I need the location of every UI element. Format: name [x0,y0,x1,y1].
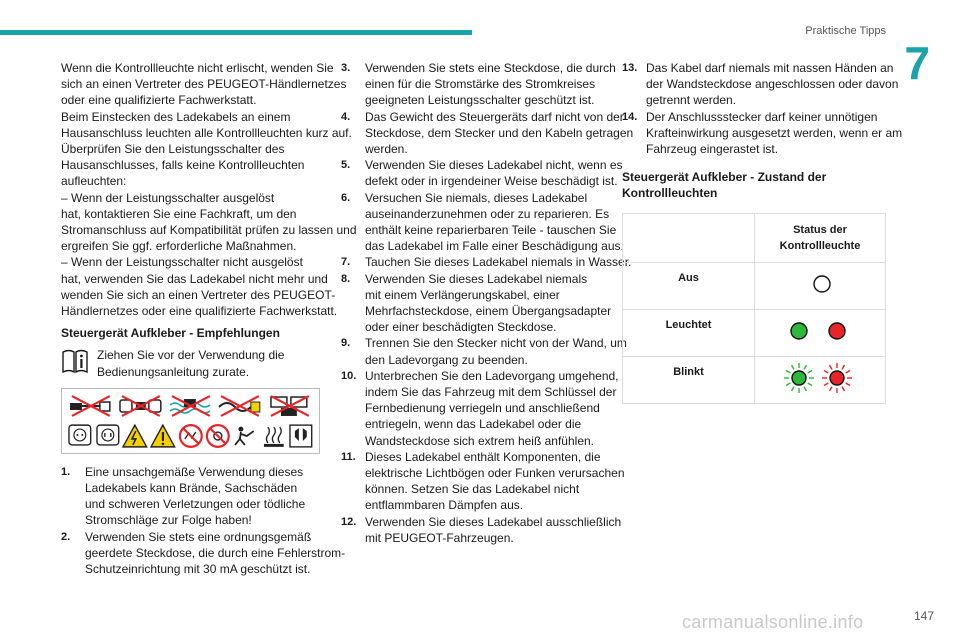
list-item [341,157,623,189]
list-item-number: 3. [341,62,351,74]
list-item-line: Krafteinwirkung ausgesetzt werden, wenn er am [646,125,903,140]
list-item-text [365,271,611,336]
intro-line: oder eine qualifizierte Fachwerkstatt. [61,93,257,108]
list-item-number: 7. [341,256,351,269]
protected-socket-icon [94,423,122,449]
intro-line: sich an einen Vertreter des PEUGEOT-Händlernetzes [61,77,347,92]
list-item-line: Mehrfachsteckdose, einem Übergangsadapter [365,304,612,319]
intro-line: Beim Einstecken des Ladekabels an einem [61,109,291,124]
indicator-lamp-on [829,323,845,339]
list-item-text [646,60,898,109]
no-unplug-wall-icon [232,423,260,449]
list-item [622,109,903,158]
list-item-text [365,190,624,255]
list-item-line: mit PEUGEOT-Fahrzeugen. [365,530,514,545]
list-item [622,60,899,109]
intro-line: aufleuchten: [61,174,127,189]
vehicle-only-icon [287,423,315,449]
table-row [623,263,886,310]
table-body [623,263,886,404]
list-item-line: Verwenden Sie dieses Ladekabel niemals [365,271,588,286]
lamp-graphic [775,314,865,348]
intro-line: hat, kontaktieren Sie eine Fachkraft, um den [61,206,297,221]
list-item-line: Verwenden Sie dieses Ladekabel ausschließlich [365,514,622,529]
list-item-line: Verwenden Sie stets eine Steckdose, die durch [365,61,616,75]
page-number: 147 [913,609,934,623]
intro-line: Hausanschluss leuchten alle Kontrollleuchten kurz auf. [61,125,352,140]
table-corner-cell [623,214,755,263]
no-pull-cable-icon [215,393,265,419]
list-item-line: Schutzeinrichtung mit 30 mA geschützt ist. [85,562,311,577]
watermark: carmanualsonline.info [682,612,864,632]
list-item-text [646,109,902,158]
list-item-line: der Wandsteckdose angeschlossen oder davon [646,77,899,92]
list-item-line: Trennen Sie den Stecker nicht von der Wand, um [365,336,627,351]
list-item-line: Unterbrechen Sie den Ladevorgang umgehend, [365,368,619,383]
note-line: Ziehen Sie vor der Verwendung die [97,348,285,363]
intro-line: – Wenn der Leistungsschalter nicht ausgelöst [61,255,303,270]
pictogram-row-1 [66,392,315,420]
list-item-text [85,529,345,578]
list-item [341,190,624,255]
recommendations-list-3 [622,60,903,157]
read-manual-icon [149,423,177,449]
intro-line: ergreifen Sie ggf. erforderliche Maßnahmen. [61,239,297,254]
list-item-text [365,109,633,158]
state-label: Leuchtet [623,310,755,357]
list-item-line: Das Kabel darf niemals mit nassen Händen an [646,61,894,75]
list-item-text [365,514,621,546]
list-item-text [365,157,623,189]
list-item-line: Der Anschlussstecker darf keiner unnötigen [646,109,878,124]
list-item-line: Eine unsachgemäße Verwendung dieses [85,464,304,479]
list-item [341,254,632,270]
list-item-text [365,60,616,109]
list-item-line: geerdete Steckdose, die durch eine Fehlerstrom- [85,545,346,560]
list-item [341,60,616,109]
intro-line: Hausanschlusses, falls keine Kontrollleuchten [61,158,305,173]
no-extension-cable-icon [66,393,116,419]
note-line: Bedienungsanleitung zurate. [97,364,250,379]
info-book-icon [61,348,89,374]
list-item-line: werden. [365,142,408,157]
intro-line: Stromanschluss auf Kompatibilität prüfen zu lassen und [61,223,357,238]
list-item-line: indem Sie das Fahrzeug mit dem Schlüssel der [365,385,617,400]
list-item-line: Versuchen Sie niemals, dieses Ladekabel [365,190,588,205]
intro-line: – Wenn der Leistungsschalter ausgelöst [61,190,275,205]
lamp-graphic [775,267,865,301]
list-item-number: 11. [341,450,356,463]
manual-note-text [97,347,284,379]
state-label: Aus [623,263,755,310]
list-item [61,464,325,529]
list-item-line: getrennt werden. [646,93,737,108]
state-label: Blinkt [623,357,755,404]
list-item [341,335,627,367]
list-item-line: Verwenden Sie dieses Ladekabel nicht, wenn es [365,158,623,173]
lamp-cell [755,357,886,404]
list-item-number: 5. [341,159,351,172]
list-item-line: Wandsteckdose sich extrem heiß anfühlen. [365,433,595,448]
lamp-graphic [775,361,865,395]
intro-line: Wenn die Kontrollleuchte nicht erlischt, wenden Sie [61,61,334,75]
list-item [341,368,619,449]
list-item-number: 12. [341,515,357,528]
table-row [623,357,886,404]
list-item-text [365,335,627,367]
list-item-number: 1. [61,465,71,478]
list-item [341,514,622,546]
list-item-line: den Ladevorgang zu beenden. [365,352,528,367]
list-item-number: 14. [622,110,638,123]
list-item-line: das Ladekabel im Falle einer Beschädigung aus. [365,239,624,254]
list-item-line: enthält keine reparierbaren Teile - tauschen Sie [365,223,617,238]
no-adapter-icon [265,393,315,419]
lamp-cell [755,263,886,310]
list-item-line: Tauchen Sie dieses Ladekabel niemals in Wasser. [365,255,632,270]
list-item-number: 13. [622,62,638,74]
no-disassembly-icon [204,423,232,449]
list-item-line: entflammbaren Dämpfen aus. [365,498,524,513]
no-water-immersion-icon [166,393,216,419]
list-item-line: Fernbedienung verriegeln und anschließend [365,401,600,416]
electric-hazard-icon [121,423,149,449]
list-item-line: Ladekabels kann Brände, Sachschäden [85,481,298,496]
recommendations-list-1 [61,464,346,577]
section-title: Praktische Tipps [805,25,886,37]
intro-paragraph [61,60,357,319]
list-item-number: 8. [341,272,351,285]
list-item-line: mit einem Verlängerungskabel, einer [365,287,560,302]
list-item-number: 4. [341,110,351,123]
list-item-line: defekt oder in irgendeiner Weise beschädigt ist. [365,174,618,189]
manual-note [61,347,325,379]
heading-line: Steuergerät Aufkleber - Zustand der [622,170,827,185]
table-header-row [623,214,886,263]
list-item-line: können. Setzen Sie das Ladekabel nicht [365,482,580,497]
list-item [341,271,612,336]
intro-line: Überprüfen Sie den Leistungsschalter des [61,142,285,157]
list-item-line: geeigneten Leistungsschalter geschützt ist. [365,93,595,108]
safety-pictograms [61,388,320,454]
list-item-line: Das Gewicht des Steuergeräts darf nicht von der [365,109,624,124]
list-item-line: einen für die Stromstärke des Stromkreises [365,77,596,92]
recommendations-heading: Steuergerät Aufkleber - Empfehlungen [61,326,280,341]
list-item-text [85,464,325,529]
list-item-line: elektrische Lichtbögen oder Funken verursachen [365,466,625,481]
chapter-number: 7 [904,37,930,89]
list-item-line: entriegeln, wenn das Ladekabel oder die [365,417,582,432]
header-accent-bar [0,30,472,35]
list-item-line: und schweren Verletzungen oder tödliche [85,497,306,512]
header-line: Kontrollleuchte [779,240,861,253]
header-line: Status der [793,224,847,237]
list-item [61,529,346,578]
list-item-number: 9. [341,337,351,350]
table-row [623,310,886,357]
indicator-lamp-blink [822,363,852,393]
column-right [622,60,903,404]
indicator-lamp-blink [784,363,814,393]
list-item-line: Verwenden Sie stets eine ordnungsgemäß [85,529,312,544]
list-item-line: auseinanderzunehmen oder zu reparieren. Es [365,206,610,221]
list-item-line: oder einer beschädigten Steckdose. [365,320,557,335]
list-item-text [365,368,619,449]
heat-icon [260,423,288,449]
list-item-number: 2. [61,530,71,543]
indicator-lamp-on [791,323,807,339]
list-item-line: Steckdose, dem Stecker und den Kabeln getragen [365,125,634,140]
list-item-text [365,254,631,270]
indicator-status-table [622,213,886,404]
no-damaged-cable-icon [177,423,205,449]
list-item-text [365,449,625,514]
intro-line: wenden Sie sich an einen Vertreter des PEUGEOT- [61,287,336,302]
list-item-line: Dieses Ladekabel enthält Komponenten, die [365,449,601,464]
earthed-socket-icon [66,423,94,449]
list-item-line: Fahrzeug eingerastet ist. [646,142,779,157]
no-multi-adapter-icon [116,393,166,419]
intro-line: hat, verwenden Sie das Ladekabel nicht mehr und [61,271,328,286]
status-column-header [755,214,886,263]
list-item-line: Stromschläge zur Folge haben! [85,513,252,528]
heading-line: Kontrollleuchten [622,186,718,201]
pictogram-row-2 [66,422,315,450]
list-item [341,449,625,514]
indicator-lamp-off [814,276,830,292]
intro-line: Händlernetzes oder eine qualifizierte Fachwerkstatt. [61,304,338,319]
list-item-number: 10. [341,369,357,382]
list-item-number: 6. [341,191,351,204]
lamp-cell [755,310,886,357]
indicator-status-heading [622,169,888,201]
